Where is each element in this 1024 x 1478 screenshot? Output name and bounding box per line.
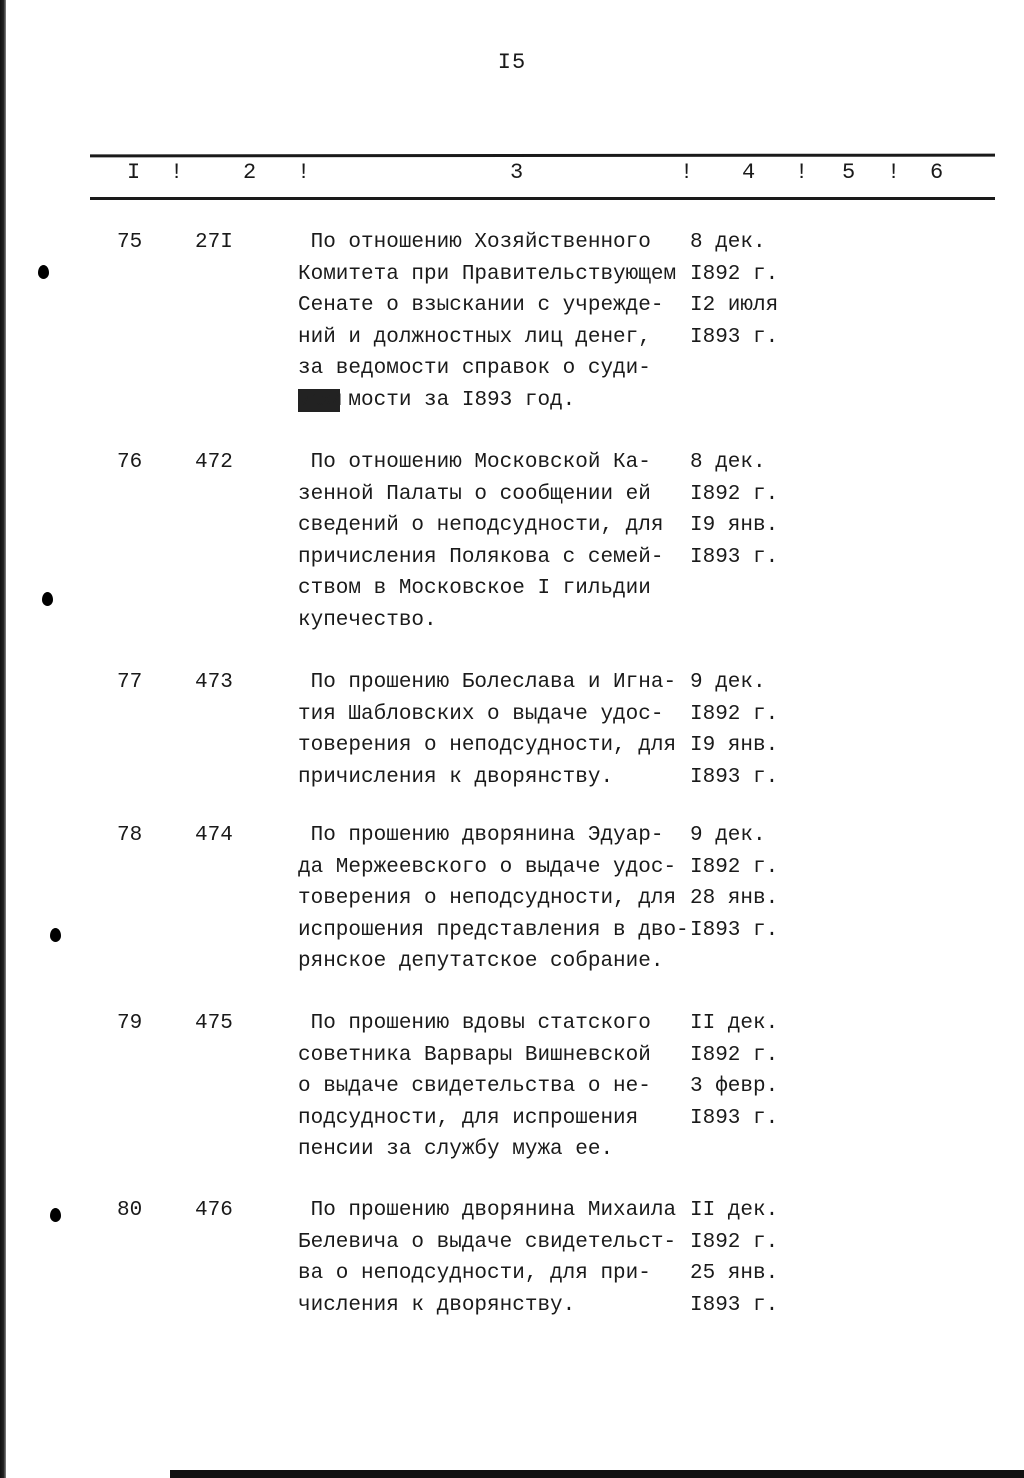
date-line: I892 г.	[690, 702, 779, 726]
column-separator: !	[297, 160, 311, 185]
date-line: I892 г.	[690, 262, 779, 286]
description-line: ством в Московское I гильдии	[298, 577, 651, 600]
column-separator: !	[170, 160, 184, 185]
description-line: Белевича о выдаче свидетельст-	[298, 1230, 677, 1254]
date-line: 25 янв.	[690, 1262, 779, 1285]
description-line: ний и должностных лиц денег,	[298, 325, 651, 349]
date-line: I893 г.	[690, 918, 779, 942]
file-number: 27I	[195, 231, 233, 254]
case-description	[298, 447, 688, 636]
description-line: По прошению вдовы статского	[298, 1012, 651, 1035]
description-line: причисления Полякова с семей-	[298, 545, 664, 569]
description-line: за ведомости справок о суди-	[298, 357, 651, 380]
page-number-text: I5	[497, 50, 527, 75]
description-line	[298, 385, 688, 417]
description-line: рянское депутатское собрание.	[298, 950, 664, 973]
date-line: 8 дек.	[690, 231, 766, 254]
file-number: 473	[195, 671, 233, 694]
description-line: По отношению Московской Ка-	[298, 451, 651, 474]
case-description	[298, 227, 688, 416]
date-range	[690, 227, 790, 353]
entry-number: 75	[117, 231, 143, 254]
scan-left-edge	[0, 0, 6, 1478]
date-line: 8 дек.	[690, 451, 766, 474]
description-line: причисления к дворянству.	[298, 765, 614, 789]
punch-hole-mark	[38, 265, 49, 279]
case-description	[298, 820, 688, 978]
date-line: I893 г.	[690, 325, 779, 349]
date-line: I9 янв.	[690, 734, 779, 757]
date-range	[690, 667, 790, 793]
date-line: I892 г.	[690, 855, 779, 879]
date-line: I2 июля	[690, 294, 779, 317]
date-line: I893 г.	[690, 545, 779, 569]
date-line: I892 г.	[690, 1230, 779, 1254]
entry-number: 79	[117, 1012, 143, 1035]
date-line: 3 февр.	[690, 1075, 779, 1098]
file-number: 474	[195, 824, 233, 847]
description-line: подсудности, для испрошения	[298, 1106, 639, 1130]
punch-hole-mark	[42, 592, 53, 606]
case-description	[298, 1008, 688, 1166]
description-line: испрошения представления в дво-	[298, 918, 689, 942]
date-line: I892 г.	[690, 482, 779, 506]
date-range	[690, 1008, 790, 1134]
date-line: 9 дек.	[690, 824, 766, 847]
entry-number: 77	[117, 671, 143, 694]
description-line: тия Шабловских о выдаче удос-	[298, 702, 664, 726]
description-line: купечество.	[298, 608, 437, 632]
date-range	[690, 1195, 790, 1321]
scan-bottom-edge	[170, 1470, 1024, 1478]
column-header-5: 5	[842, 160, 856, 185]
file-number: 475	[195, 1012, 233, 1035]
page-number	[0, 50, 1024, 75]
description-line: ва о неподсудности, для при-	[298, 1262, 651, 1285]
description-line: товерения о неподсудности, для	[298, 734, 677, 757]
column-separator: !	[680, 160, 694, 185]
column-header-6: 6	[930, 160, 944, 185]
date-line: 28 янв.	[690, 887, 779, 910]
date-line: I892 г.	[690, 1043, 779, 1067]
description-line: Комитета при Правительствующем	[298, 262, 677, 286]
table-header-bottom-rule	[90, 197, 995, 200]
table-top-rule	[90, 154, 995, 158]
struck-out-text: мюхи	[298, 388, 341, 412]
punch-hole-mark	[50, 1208, 61, 1222]
case-description	[298, 1195, 688, 1321]
description-line: да Мержеевского о выдаче удос-	[298, 855, 677, 879]
date-line: I893 г.	[690, 1106, 779, 1130]
file-number: 476	[195, 1199, 233, 1222]
date-range	[690, 447, 790, 573]
column-header-4: 4	[742, 160, 756, 185]
date-line: I893 г.	[690, 765, 779, 789]
entry-number: 80	[117, 1199, 143, 1222]
entry-number: 78	[117, 824, 143, 847]
description-line: По прошению дворянина Михаила	[298, 1199, 677, 1222]
date-line: I893 г.	[690, 1293, 779, 1317]
description-line: зенной Палаты о сообщении ей	[298, 482, 651, 506]
entry-number: 76	[117, 451, 143, 474]
file-number: 472	[195, 451, 233, 474]
date-range	[690, 820, 790, 946]
date-line: 9 дек.	[690, 671, 766, 694]
punch-hole-mark	[50, 928, 61, 942]
description-line: По прошению дворянина Эдуар-	[298, 824, 664, 847]
column-header-2: 2	[243, 160, 257, 185]
date-line: I9 янв.	[690, 514, 779, 537]
description-line: советника Варвары Вишневской	[298, 1043, 651, 1067]
description-line: сведений о неподсудности, для	[298, 514, 664, 537]
column-separator: !	[887, 160, 901, 185]
description-line: По прошению Болеслава и Игна-	[298, 671, 677, 694]
description-line: пенсии за службу мужа ее.	[298, 1138, 614, 1161]
date-line: II дек.	[690, 1199, 779, 1222]
description-line: о выдаче свидетельства о не-	[298, 1075, 651, 1098]
case-description	[298, 667, 688, 793]
description-line-text: мости за I893 год.	[348, 388, 576, 412]
description-line: товерения о неподсудности, для	[298, 887, 677, 910]
description-line: Сенате о взыскании с учрежде-	[298, 294, 664, 317]
table-header-row	[90, 160, 995, 190]
description-line: По отношению Хозяйственного	[298, 231, 651, 254]
column-header-I: I	[127, 160, 141, 185]
column-header-3: 3	[510, 160, 524, 185]
column-separator: !	[795, 160, 809, 185]
date-line: II дек.	[690, 1012, 779, 1035]
description-line: числения к дворянству.	[298, 1293, 576, 1317]
